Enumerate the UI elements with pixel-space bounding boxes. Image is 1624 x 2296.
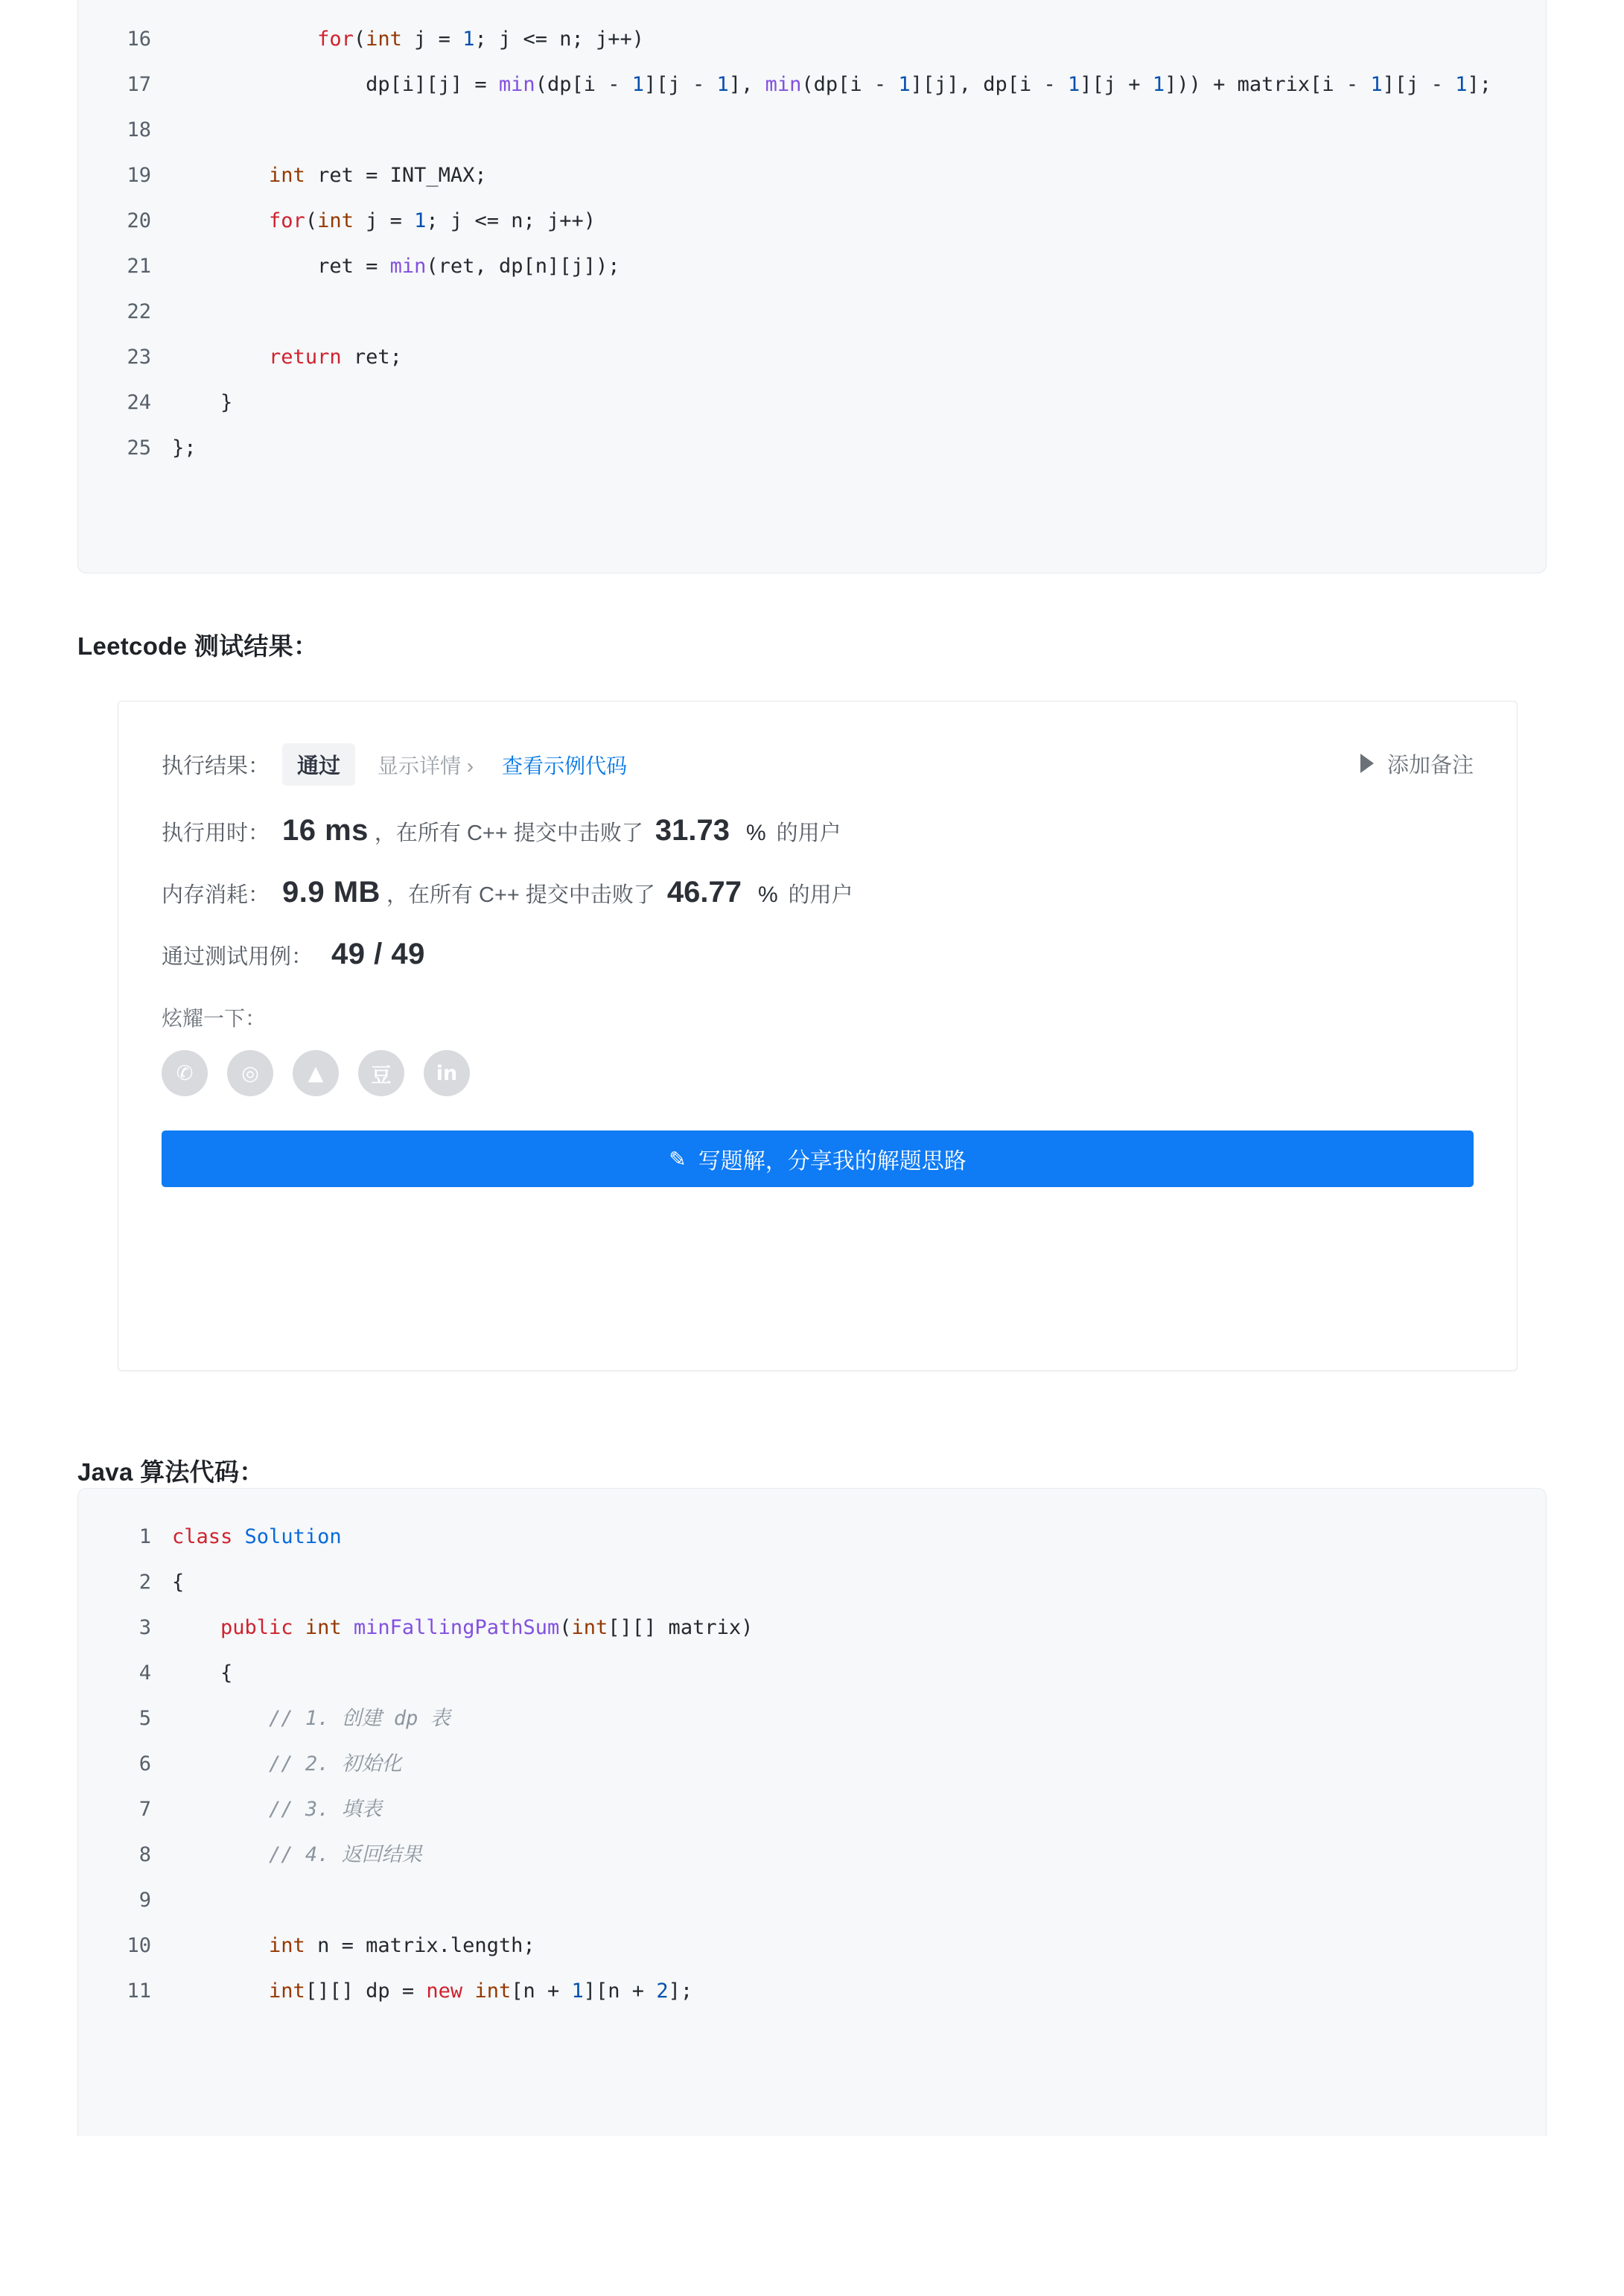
testcases-label: 通过测试用例： xyxy=(162,945,313,969)
weibo-share-icon[interactable]: ◎ xyxy=(227,1050,273,1096)
douban-share-icon[interactable]: 豆 xyxy=(358,1050,404,1096)
runtime-value: 16 ms xyxy=(282,814,369,847)
code-line xyxy=(78,1968,1546,2014)
code-line-text: { xyxy=(172,1571,185,1594)
code-line-number: 7 xyxy=(138,1798,151,1821)
code-line-text: int n = matrix.length; xyxy=(269,1934,535,1957)
leetcode-result-card xyxy=(118,701,1518,1371)
code-line xyxy=(78,1696,1546,1741)
pencil-icon: ✎ xyxy=(669,1147,687,1171)
code-line-text: int[][] dp = new int[n + 1][n + 2]; xyxy=(269,1979,693,2003)
code-line-text: // 3. 填表 xyxy=(172,1798,382,1821)
code-line-number: 17 xyxy=(127,73,151,96)
runtime-label: 执行用时： xyxy=(162,821,270,845)
code-line-text: } xyxy=(172,391,233,414)
code-line xyxy=(78,1877,1546,1923)
code-line xyxy=(78,334,1546,380)
code-line-number: 24 xyxy=(127,391,151,414)
flag-icon xyxy=(1360,754,1377,773)
code-line-text: { xyxy=(172,1661,233,1685)
code-line-number: 18 xyxy=(127,118,151,141)
code-line-number: 9 xyxy=(138,1889,151,1912)
runtime-row xyxy=(162,814,1474,848)
runtime-percent-sign: % xyxy=(745,821,766,845)
code-line-number: 1 xyxy=(138,1525,151,1548)
cpp-code-block xyxy=(77,0,1547,573)
code-line-number: 6 xyxy=(138,1752,151,1775)
java-code-heading: Java 算法代码： xyxy=(77,1458,264,1486)
code-line-text: for(int j = 1; j <= n; j++) xyxy=(269,209,596,232)
code-line xyxy=(78,1650,1546,1696)
code-line-number: 10 xyxy=(127,1934,151,1957)
code-line-number: 25 xyxy=(127,436,151,459)
code-line-text: // 4. 返回结果 xyxy=(172,1843,422,1866)
code-line xyxy=(78,380,1546,425)
code-line-number: 3 xyxy=(138,1616,151,1639)
code-line-number: 19 xyxy=(127,164,151,187)
runtime-percent: 31.73 xyxy=(655,814,730,847)
memory-percent-sign: % xyxy=(757,883,778,907)
memory-suffix-before: ，在所有 C++ 提交中击败了 xyxy=(386,883,655,907)
memory-suffix-after: 的用户 xyxy=(788,883,853,907)
add-note-label: 添加备注 xyxy=(1386,753,1474,777)
code-line-number: 23 xyxy=(127,346,151,369)
code-line xyxy=(78,62,1546,107)
code-line xyxy=(78,1605,1546,1650)
code-line xyxy=(78,1559,1546,1605)
code-line-text: dp[i][j] = min(dp[i - 1][j - 1], min(dp[i - 1][j], dp[i - 1][j + 1])) + matrix[i - 1][j - 1]; xyxy=(172,73,1492,96)
code-line-text: int ret = INT_MAX; xyxy=(269,164,487,187)
code-line xyxy=(78,1741,1546,1787)
code-line-number: 4 xyxy=(138,1661,151,1685)
code-line-text: return ret; xyxy=(269,346,402,369)
code-line xyxy=(78,107,1546,153)
memory-value: 9.9 MB xyxy=(282,876,380,909)
write-solution-button[interactable] xyxy=(162,1130,1474,1187)
code-line-text: // 1. 创建 dp 表 xyxy=(172,1707,450,1730)
share-icon-row xyxy=(162,1050,1474,1096)
java-code-block xyxy=(77,1488,1547,2136)
memory-row xyxy=(162,876,1474,909)
code-line-text: class Solution xyxy=(172,1525,342,1548)
code-line xyxy=(78,1832,1546,1877)
code-line-number: 11 xyxy=(127,1979,151,2003)
testcases-row xyxy=(162,938,1474,971)
code-line-number: 5 xyxy=(138,1707,151,1730)
code-line-text: for(int j = 1; j <= n; j++) xyxy=(317,28,645,51)
status-badge: 通过 xyxy=(282,743,355,786)
code-line xyxy=(78,198,1546,244)
runtime-suffix-after: 的用户 xyxy=(776,821,841,845)
code-line xyxy=(78,425,1546,471)
leetcode-result-heading: Leetcode 测试结果： xyxy=(77,632,319,660)
code-line xyxy=(78,244,1546,289)
add-note-button[interactable] xyxy=(1360,748,1474,779)
qq-share-icon[interactable]: ▲ xyxy=(293,1050,339,1096)
share-label: 炫耀一下： xyxy=(162,1007,267,1030)
code-line xyxy=(78,1923,1546,1968)
code-line-number: 2 xyxy=(138,1571,151,1594)
code-line xyxy=(78,153,1546,198)
code-line-text: ret = min(ret, dp[n][j]); xyxy=(172,255,620,278)
code-line xyxy=(78,289,1546,334)
code-line-number: 8 xyxy=(138,1843,151,1866)
exec-result-row xyxy=(162,743,1474,786)
code-line-text: }; xyxy=(172,436,197,459)
linkedin-share-icon[interactable]: in xyxy=(424,1050,470,1096)
memory-label: 内存消耗： xyxy=(162,883,270,907)
code-line xyxy=(78,1787,1546,1832)
code-line xyxy=(78,1514,1546,1559)
memory-percent: 46.77 xyxy=(666,876,742,909)
code-line-text: public int minFallingPathSum(int[][] matrix) xyxy=(220,1616,754,1639)
code-line xyxy=(78,16,1546,62)
runtime-suffix-before: ，在所有 C++ 提交中击败了 xyxy=(374,821,643,845)
code-line-number: 20 xyxy=(127,209,151,232)
code-line-number: 16 xyxy=(127,28,151,51)
wechat-share-icon[interactable]: ✆ xyxy=(162,1050,208,1096)
code-line-text: // 2. 初始化 xyxy=(172,1752,402,1775)
show-detail-link[interactable]: 显示详情 › xyxy=(378,754,474,777)
exec-result-label: 执行结果： xyxy=(162,754,270,778)
code-line-number: 21 xyxy=(127,255,151,278)
view-sample-code-link[interactable]: 查看示例代码 xyxy=(502,754,628,777)
write-solution-label: 写题解，分享我的解题思路 xyxy=(698,1149,967,1174)
testcases-value: 49 / 49 xyxy=(331,938,425,970)
code-line-number: 22 xyxy=(127,300,151,323)
